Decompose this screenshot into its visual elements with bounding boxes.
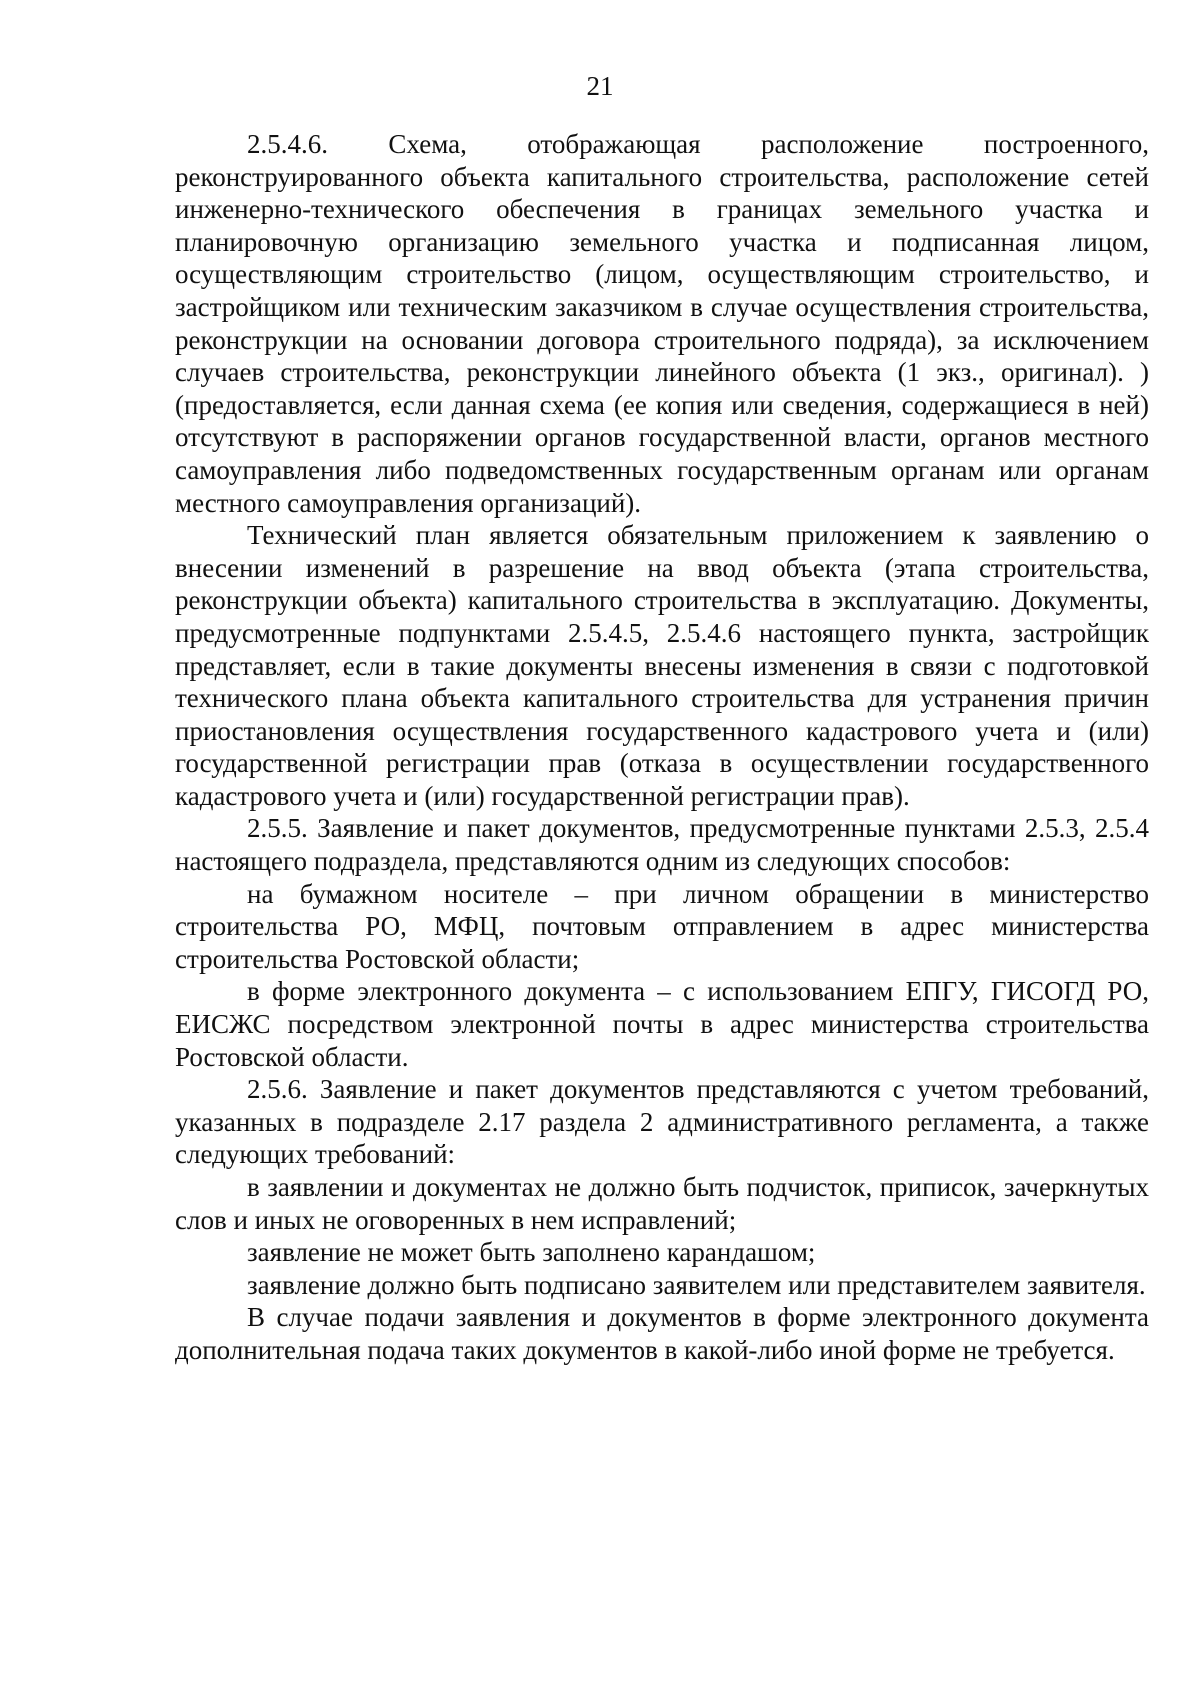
paragraph-2-5-6: 2.5.6. Заявление и пакет документов представляются с учетом требований, указанных в подразделе 2.17 раздела 2 административного регламента, а также следующих требований:	[175, 1074, 1149, 1170]
paragraph-no-pencil: заявление не может быть заполнено карандашом;	[247, 1237, 816, 1268]
paragraph-technical-plan: Технический план является обязательным приложением к заявлению о внесении изменений в разрешение на ввод объекта (этапа строительства, реконструкции объекта) капитального строительства в эксплуатацию. Документы, предусмотренные подпунктами 2.5.4.5, 2.5.4.6 настоящего пункта, застройщик представляет, если в такие документы внесены изменения в связи с подготовкой технического плана объекта капитального строительства для устранения причин приостановления осуществления государственного кадастрового учета и (или) государственной регистрации прав (отказа в осуществлении государственного кадастрового учета и (или) государственной регистрации прав).	[175, 520, 1149, 811]
paragraph-signature: заявление должно быть подписано заявителем или представителем заявителя.	[247, 1269, 1146, 1300]
paragraph-2-5-4-6: 2.5.4.6. Схема, отображающая расположение построенного, реконструированного объекта капитального строительства, расположение сетей инженерно-технического обеспечения в границах земельного участка и планировочную организацию земельного участка и подписанная лицом, осуществляющим строительство (лицом, осуществляющим строительство, и застройщиком или техническим заказчиком в случае осуществления строительства, реконструкции на основании договора строительного подряда), за исключением случаев строительства, реконструкции линейного объекта (1 экз., оригинал). )(предоставляется, если данная схема (ее копия или сведения, содержащиеся в ней) отсутствуют в распоряжении органов государственной власти, органов местного самоуправления либо подведомственных государственным органам или органам местного самоуправления организаций).	[175, 129, 1149, 518]
paragraph-no-erasures: в заявлении и документах не должно быть подчисток, приписок, зачеркнутых слов и иных не оговоренных в нем исправлений;	[175, 1172, 1149, 1235]
paragraph-paper-method: на бумажном носителе – при личном обращении в министерство строительства РО, МФЦ, почтовым отправлением в адрес министерства строительства Ростовской области;	[175, 878, 1149, 974]
paragraph-electronic-method: в форме электронного документа – с использованием ЕПГУ, ГИСОГД РО, ЕИСЖС посредством электронной почты в адрес министерства строительства Ростовской области.	[175, 976, 1149, 1072]
document-body	[175, 128, 1149, 1367]
paragraph-2-5-5: 2.5.5. Заявление и пакет документов, предусмотренные пунктами 2.5.3, 2.5.4 настоящего подраздела, представляются одним из следующих способов:	[175, 813, 1149, 877]
page-number: 21	[586, 71, 614, 101]
paragraph-electronic-submission: В случае подачи заявления и документов в форме электронного документа дополнительная подача таких документов в какой-либо иной форме не требуется.	[175, 1302, 1149, 1365]
